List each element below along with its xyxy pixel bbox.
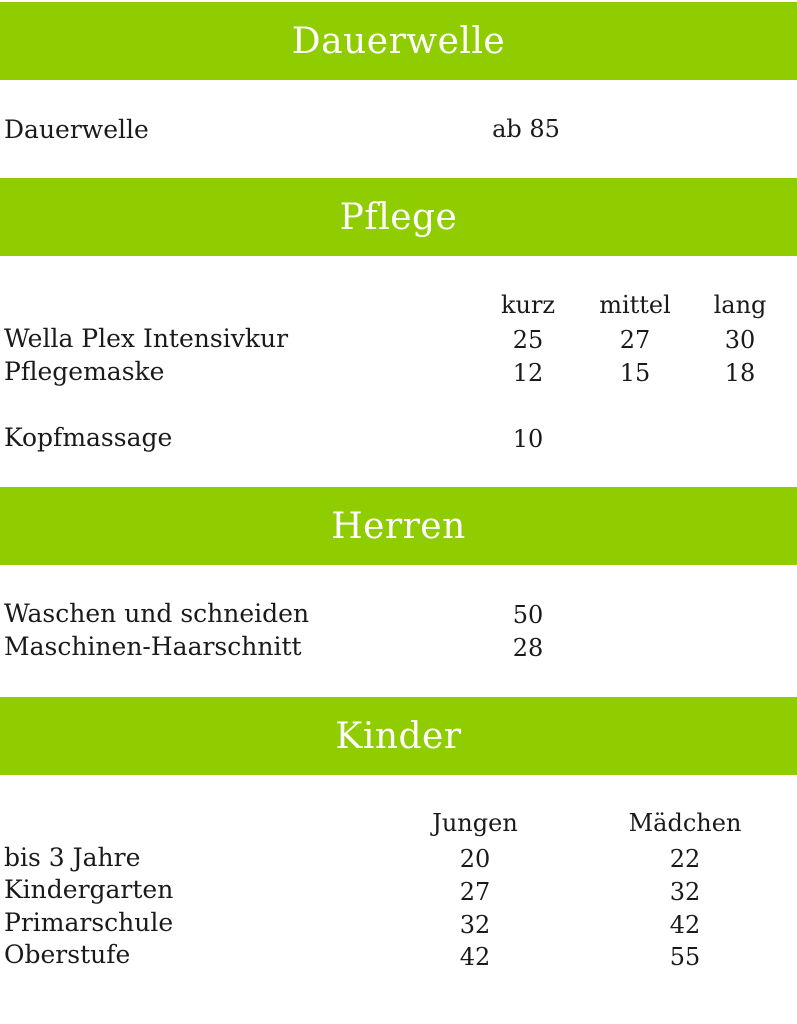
price-kurz: 12	[512, 359, 544, 387]
column-header-jungen: Jungen	[432, 809, 518, 837]
price-kurz: 25	[512, 326, 544, 354]
price-jungen: 32	[459, 911, 491, 939]
section-title: Herren	[331, 505, 466, 547]
column-header-lang: lang	[713, 291, 767, 319]
service-label: Wella Plex Intensivkur	[4, 324, 289, 353]
age-group-label: Oberstufe	[4, 940, 131, 969]
section-title: Dauerwelle	[291, 20, 506, 62]
column-header-mittel: mittel	[599, 291, 671, 319]
section-header-dauerwelle	[0, 2, 797, 80]
price-maedchen: 22	[669, 845, 701, 873]
column-header-maedchen: Mädchen	[628, 809, 742, 837]
service-label: Waschen und schneiden	[4, 599, 310, 628]
column-header-kurz: kurz	[500, 291, 556, 319]
age-group-label: Kindergarten	[4, 875, 174, 904]
service-price: 10	[512, 425, 544, 453]
price-mittel: 15	[619, 359, 651, 387]
service-price: 50	[512, 601, 544, 629]
price-lang: 30	[724, 326, 756, 354]
price-jungen: 42	[459, 943, 491, 971]
section-title: Kinder	[335, 715, 462, 757]
service-price: 28	[512, 634, 544, 662]
price-maedchen: 55	[669, 943, 701, 971]
section-header-pflege	[0, 178, 797, 256]
service-label: Dauerwelle	[4, 115, 149, 144]
price-jungen: 27	[459, 878, 491, 906]
section-title: Pflege	[339, 196, 458, 238]
price-lang: 18	[724, 359, 756, 387]
age-group-label: Primarschule	[4, 908, 174, 937]
service-label: Pflegemaske	[4, 357, 165, 386]
price-maedchen: 32	[669, 878, 701, 906]
section-header-herren	[0, 487, 797, 565]
service-label: Maschinen-Haarschnitt	[4, 632, 302, 661]
age-group-label: bis 3 Jahre	[4, 843, 141, 872]
price-jungen: 20	[459, 845, 491, 873]
service-price: ab 85	[492, 115, 560, 143]
service-label: Kopfmassage	[4, 423, 173, 452]
price-maedchen: 42	[669, 911, 701, 939]
price-mittel: 27	[619, 326, 651, 354]
section-header-kinder	[0, 697, 797, 775]
